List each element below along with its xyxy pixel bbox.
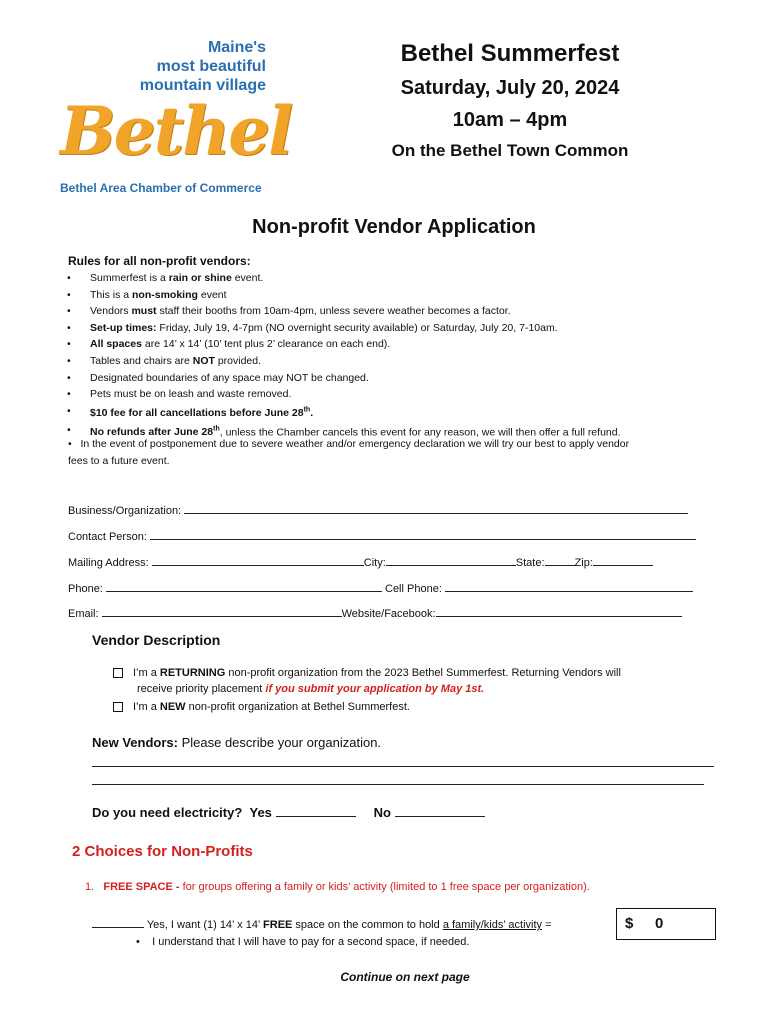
amount-box (616, 908, 716, 940)
rule-item: • Vendors must staff their booths from 10am-4pm, unless severe weather becomes a factor. (67, 305, 511, 318)
event-title: Bethel Summerfest (400, 40, 620, 67)
description-line-1[interactable] (92, 756, 714, 767)
logo-tagline-line: Maine's (207, 39, 266, 56)
event-time: 10am – 4pm (452, 109, 568, 131)
free-space-heading: 1. FREE SPACE - for groups offering a family or kids’ activity (limited to 1 free space per organization). (85, 881, 590, 893)
rule-postponement: • In the event of postponement due to severe weather and/or emergency declaration we will try our best to apply vendor fees to a future event. (68, 438, 630, 467)
rule-item: • Pets must be on leash and waste removed. (67, 388, 292, 401)
returning-checkbox[interactable] (113, 668, 123, 678)
amount-value: 0 (655, 915, 664, 932)
new-vendors-prompt: New Vendors: Please describe your organization. (92, 735, 382, 750)
rule-item: • No refunds after June 28th, unless the Chamber cancels this event for any reason, we will then offer a full refund. (67, 423, 621, 439)
electricity-question[interactable]: Do you need electricity? Yes No (92, 805, 485, 820)
rule-item: • Set-up times: Friday, July 19, 4-7pm (NO overnight security available) or Saturday, July 20, 7-10am. (67, 321, 558, 334)
description-line-2[interactable] (92, 774, 704, 785)
rule-item: • $10 fee for all cancellations before June 28th. (67, 404, 314, 420)
event-date: Saturday, July 20, 2024 (400, 77, 620, 99)
logo-tagline-line: mountain village (139, 77, 266, 94)
logo-tagline-line: most beautiful (156, 58, 266, 75)
rule-item: • Tables and chairs are NOT provided. (67, 354, 262, 367)
choices-title: 2 Choices for Non-Profits (72, 843, 253, 860)
logo-wordmark: Bethel (60, 92, 292, 170)
logo-tagline (120, 38, 266, 95)
mailing-address-field[interactable]: Mailing Address: City: State: Zip: (68, 554, 653, 569)
phone-field[interactable]: Phone: Cell Phone: (68, 580, 693, 595)
email-field[interactable]: Email: Website/Facebook: (68, 605, 682, 620)
form-title: Non-profit Vendor Application (252, 216, 536, 238)
new-checkbox[interactable] (113, 702, 123, 712)
rule-item: • This is a non-smoking event (67, 288, 227, 301)
event-location: On the Bethel Town Common (391, 141, 629, 160)
free-space-option[interactable]: Yes, I want (1) 14’ x 14’ FREE space on the common to hold a family/kids’ activity = (92, 916, 552, 931)
returning-option[interactable]: I’m a RETURNING non-profit organization from the 2023 Bethel Summerfest. Returning Vendors will receive priority placement if you submit your application by May 1st. (113, 665, 733, 697)
rule-item: • All spaces are 14’ x 14’ (10’ tent plus 2’ clearance on each end). (67, 338, 391, 351)
rule-item: • Summerfest is a rain or shine event. (67, 272, 264, 284)
new-option[interactable]: I’m a NEW non-profit organization at Bethel Summerfest. (113, 699, 410, 715)
vendor-description-title: Vendor Description (92, 632, 221, 648)
chamber-name: Bethel Area Chamber of Commerce (60, 181, 262, 195)
contact-field[interactable]: Contact Person: (68, 528, 696, 543)
continue-note: Continue on next page (340, 970, 470, 984)
rules-title: Rules for all non-profit vendors: (68, 254, 251, 268)
rule-item: • Designated boundaries of any space may NOT be changed. (67, 371, 369, 384)
rules-list (64, 270, 724, 441)
business-field[interactable]: Business/Organization: (68, 502, 688, 517)
amount-symbol: $ (625, 915, 634, 932)
understand-note: • I understand that I will have to pay for a second space, if needed. (136, 936, 470, 948)
